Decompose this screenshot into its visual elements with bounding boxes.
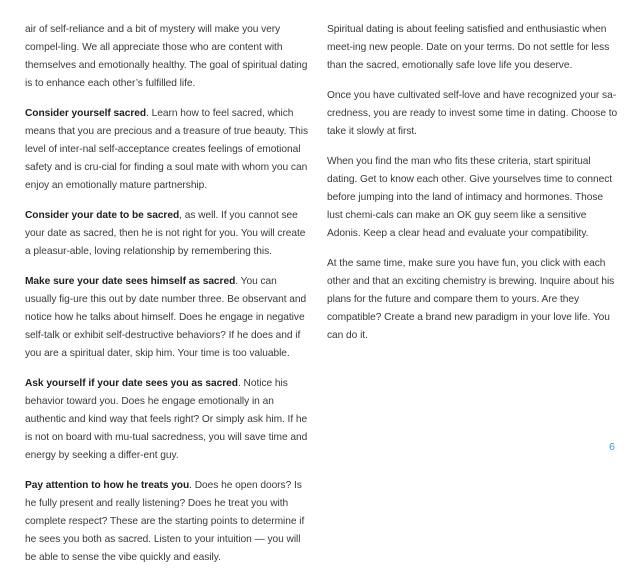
paragraph-consider-date-sacred: [25, 207, 310, 261]
paragraph-text: , as well. If you cannot see your date as sacred, then he is not right for you. You will create a pleasur-able, loving relationship by remembering this.: [25, 210, 306, 257]
paragraph-text: Spiritual dating is about feeling satisfied and enthusiastic when meet-ing new people. Date on your terms. Do not settle for less than the sacred, emotionally safe love life you deserve.: [327, 24, 610, 71]
left-column: [25, 21, 310, 579]
paragraph-heading: Ask yourself if your date sees you as sacred: [25, 378, 238, 389]
paragraph-consider-yourself-sacred: [25, 105, 310, 195]
paragraph-text: When you find the man who fits these criteria, start spiritual dating. Get to know each other. Give yourselves time to connect before jumping into the land of intimacy and hormones. Those lust chemi-cals can make an OK guy seem like a sensitive Adonis. Keep a clear head and evaluate your compatibility.: [327, 156, 613, 239]
paragraph-continuation: [25, 21, 310, 93]
paragraph-text: . Notice his behavior toward you. Does he engage emotionally in an authentic and kind way that feels right? Or simply ask him. If he is not on board with mu-tual sacredness, you will save time and energy by seeking a differ-ent guy.: [25, 378, 308, 461]
paragraph-have-fun: [327, 255, 618, 345]
paragraph-heading: Pay attention to how he treats you: [25, 480, 190, 491]
paragraph-date-sees-you-sacred: [25, 375, 310, 465]
paragraph-text: . Learn how to feel sacred, which means that you are precious and a treasure of true beauty. This level of inter-nal self-acceptance creates feelings of emotional safety and is cru-cial for finding a soul mate with whom you can enjoy an emotionally mature partnership.: [25, 108, 309, 191]
paragraph-date-sees-himself-sacred: [25, 273, 310, 363]
paragraph-text: Once you have cultivated self-love and have recognized your sa-credness, you are ready to invest some time in dating. Choose to take it slowly at first.: [327, 90, 618, 137]
right-column: [327, 21, 618, 357]
paragraph-how-he-treats-you: [25, 477, 310, 567]
paragraph-text: air of self-reliance and a bit of mystery will make you very compel-ling. We all appreciate those who are content with themselves and emotionally healthy. The goal of spiritual dating is to enhance each other’s fulfilled life.: [25, 24, 308, 89]
paragraph-spiritual-dating-intro: [327, 21, 618, 75]
paragraph-heading: Make sure your date sees himself as sacred: [25, 276, 236, 287]
paragraph-heading: Consider your date to be sacred: [25, 210, 180, 221]
paragraph-self-love: [327, 87, 618, 141]
paragraph-text: . Does he open doors? Is he fully present and really listening? Does he treat you with complete respect? These are the starting points to determine if he sees you both as sacred. Listen to your intuition — you will be able to sense the vibe quickly and easily.: [25, 480, 305, 563]
paragraph-text: . You can usually fig-ure this out by date number three. Be observant and notice how he talks about himself. Does he engage in negative self-talk or exhibit self-destructive behaviors? If he does and if you are a spiritual dater, skip him. Your time is too valuable.: [25, 276, 307, 359]
page-number: 6: [609, 441, 615, 453]
paragraph-start-spiritual-dating: [327, 153, 618, 243]
paragraph-heading: Consider yourself sacred: [25, 108, 147, 119]
paragraph-text: At the same time, make sure you have fun, you click with each other and that an exciting chemistry is brewing. Inquire about his plans for the future and compare them to yours. Are they compatible? Create a brand new paradigm in your love life. You can do it.: [327, 258, 615, 341]
